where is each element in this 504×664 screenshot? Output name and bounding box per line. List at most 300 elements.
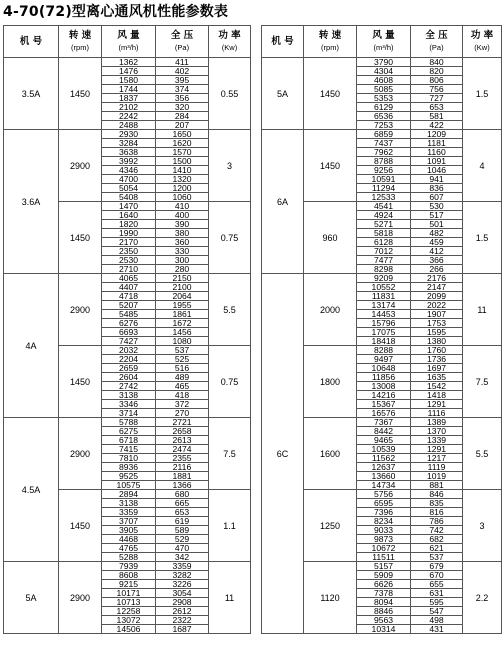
speed-cell: 2900: [59, 562, 102, 634]
table-row: [262, 130, 502, 139]
pressure-cell: 1456: [156, 328, 209, 337]
flow-cell: 7396: [357, 508, 411, 517]
flow-cell: 6595: [357, 499, 411, 508]
power-header: 功 率 (Kw): [209, 26, 251, 58]
flow-cell: 3138: [102, 391, 156, 400]
pressure-cell: 727: [411, 94, 463, 103]
flow-cell: 9215: [102, 580, 156, 589]
speed-cell: 1800: [304, 346, 357, 418]
flow-cell: 10314: [357, 625, 411, 634]
table-body: [4, 58, 251, 634]
pressure-cell: 284: [156, 112, 209, 121]
pressure-cell: 1046: [411, 166, 463, 175]
flow-cell: 2930: [102, 130, 156, 139]
flow-cell: 6859: [357, 130, 411, 139]
pressure-cell: 1907: [411, 310, 463, 319]
flow-cell: 3138: [102, 499, 156, 508]
pressure-cell: 1116: [411, 409, 463, 418]
flow-cell: 2204: [102, 355, 156, 364]
power-cell: 3: [209, 130, 251, 202]
power-cell: 0.55: [209, 58, 251, 130]
flow-cell: 1744: [102, 85, 156, 94]
flow-cell: 9256: [357, 166, 411, 175]
flow-cell: 10575: [102, 481, 156, 490]
flow-cell: 11562: [357, 454, 411, 463]
flow-cell: 2710: [102, 265, 156, 274]
pressure-cell: 679: [411, 562, 463, 571]
pressure-cell: 266: [411, 265, 463, 274]
pressure-cell: 1418: [411, 391, 463, 400]
pressure-cell: 530: [411, 202, 463, 211]
pressure-cell: 1320: [156, 175, 209, 184]
pressure-cell: 356: [156, 94, 209, 103]
flow-cell: 9465: [357, 436, 411, 445]
flow-cell: 1990: [102, 229, 156, 238]
flow-cell: 3790: [357, 58, 411, 67]
flow-cell: 5271: [357, 220, 411, 229]
pressure-cell: 482: [411, 229, 463, 238]
pressure-cell: 653: [411, 103, 463, 112]
table-row: [4, 274, 251, 283]
flow-cell: 6718: [102, 436, 156, 445]
pressure-cell: 412: [411, 247, 463, 256]
speed-cell: 960: [304, 202, 357, 274]
flow-cell: 4065: [102, 274, 156, 283]
pressure-cell: 1217: [411, 454, 463, 463]
pressure-cell: 1366: [156, 481, 209, 490]
flow-cell: 7367: [357, 418, 411, 427]
flow-cell: 1476: [102, 67, 156, 76]
pressure-cell: 1542: [411, 382, 463, 391]
pressure-cell: 470: [156, 544, 209, 553]
pressure-cell: 1200: [156, 184, 209, 193]
pressure-cell: 581: [411, 112, 463, 121]
flow-cell: 5353: [357, 94, 411, 103]
flow-cell: 2102: [102, 103, 156, 112]
pressure-cell: 410: [156, 202, 209, 211]
flow-cell: 9033: [357, 526, 411, 535]
pressure-cell: 1861: [156, 310, 209, 319]
pressure-cell: 1687: [156, 625, 209, 634]
pressure-cell: 529: [156, 535, 209, 544]
flow-cell: 4304: [357, 67, 411, 76]
flow-cell: 4468: [102, 535, 156, 544]
pressure-cell: 2908: [156, 598, 209, 607]
flow-cell: 2742: [102, 382, 156, 391]
pressure-cell: 465: [156, 382, 209, 391]
pressure-cell: 835: [411, 499, 463, 508]
page-title: 4-70(72)型离心通风机性能参数表: [3, 4, 229, 20]
pressure-cell: 1160: [411, 148, 463, 157]
pressure-cell: 1209: [411, 130, 463, 139]
pressure-cell: 619: [156, 517, 209, 526]
pressure-cell: 2176: [411, 274, 463, 283]
model-cell: 5A: [4, 562, 59, 634]
flow-cell: 10672: [357, 544, 411, 553]
pressure-cell: 881: [411, 481, 463, 490]
flow-cell: 8936: [102, 463, 156, 472]
flow-cell: 5788: [102, 418, 156, 427]
pressure-cell: 2147: [411, 283, 463, 292]
pressure-cell: 786: [411, 517, 463, 526]
speed-cell: 1450: [59, 490, 102, 562]
pressure-cell: 537: [411, 553, 463, 562]
flow-cell: 2894: [102, 490, 156, 499]
flow-cell: 12533: [357, 193, 411, 202]
pressure-cell: 1080: [156, 337, 209, 346]
speed-header: 转 速 (rpm): [304, 26, 357, 58]
flow-cell: 12258: [102, 607, 156, 616]
model-cell: 5A: [262, 58, 304, 130]
pressure-cell: 280: [156, 265, 209, 274]
flow-cell: 7810: [102, 454, 156, 463]
fan-table-right: [261, 25, 502, 634]
flow-cell: 4765: [102, 544, 156, 553]
flow-cell: 13660: [357, 472, 411, 481]
pressure-cell: 2064: [156, 292, 209, 301]
flow-cell: 4541: [357, 202, 411, 211]
flow-cell: 7415: [102, 445, 156, 454]
flow-cell: 2170: [102, 238, 156, 247]
pressure-cell: 2022: [411, 301, 463, 310]
flow-cell: 11294: [357, 184, 411, 193]
flow-cell: 5207: [102, 301, 156, 310]
pressure-cell: 840: [411, 58, 463, 67]
flow-cell: 11831: [357, 292, 411, 301]
flow-cell: 13072: [102, 616, 156, 625]
flow-cell: 10171: [102, 589, 156, 598]
flow-cell: 6626: [357, 580, 411, 589]
table-row: [4, 418, 251, 427]
pressure-cell: 1753: [411, 319, 463, 328]
pressure-cell: 2116: [156, 463, 209, 472]
flow-cell: 2350: [102, 247, 156, 256]
flow-cell: 17075: [357, 328, 411, 337]
speed-cell: 2000: [304, 274, 357, 346]
flow-cell: 8094: [357, 598, 411, 607]
speed-cell: 1450: [59, 58, 102, 130]
flow-cell: 8608: [102, 571, 156, 580]
pressure-cell: 360: [156, 238, 209, 247]
flow-cell: 4700: [102, 175, 156, 184]
speed-cell: 1120: [304, 562, 357, 634]
pressure-cell: 459: [411, 238, 463, 247]
flow-cell: 4346: [102, 166, 156, 175]
pressure-cell: 1019: [411, 472, 463, 481]
flow-cell: 1837: [102, 94, 156, 103]
flow-cell: 1820: [102, 220, 156, 229]
pressure-cell: 1060: [156, 193, 209, 202]
flow-cell: 5818: [357, 229, 411, 238]
flow-cell: 14506: [102, 625, 156, 634]
pressure-header: 全 压 (Pa): [156, 26, 209, 58]
pressure-cell: 1635: [411, 373, 463, 382]
pressure-cell: 2150: [156, 274, 209, 283]
speed-cell: 2900: [59, 418, 102, 490]
flow-cell: 2604: [102, 373, 156, 382]
pressure-cell: 941: [411, 175, 463, 184]
pressure-cell: 342: [156, 553, 209, 562]
flow-cell: 3714: [102, 409, 156, 418]
flow-cell: 8788: [357, 157, 411, 166]
flow-cell: 10591: [357, 175, 411, 184]
flow-cell: 8846: [357, 607, 411, 616]
pressure-cell: 2355: [156, 454, 209, 463]
model-header: 机 号: [4, 26, 59, 58]
flow-cell: 1362: [102, 58, 156, 67]
power-cell: 1.5: [463, 58, 502, 130]
pressure-cell: 2100: [156, 283, 209, 292]
flow-cell: 14453: [357, 310, 411, 319]
flow-cell: 8234: [357, 517, 411, 526]
pressure-cell: 836: [411, 184, 463, 193]
flow-cell: 6275: [102, 427, 156, 436]
power-cell: 0.75: [209, 202, 251, 274]
model-header: 机 号: [262, 26, 304, 58]
model-cell: 3.5A: [4, 58, 59, 130]
pressure-cell: 374: [156, 85, 209, 94]
table-row: [4, 562, 251, 571]
power-cell: 2.2: [463, 562, 502, 634]
flow-cell: 7378: [357, 589, 411, 598]
power-cell: 7.5: [463, 346, 502, 418]
table-row: [4, 130, 251, 139]
pressure-cell: 207: [156, 121, 209, 130]
speed-cell: 1600: [304, 418, 357, 490]
pressure-cell: 525: [156, 355, 209, 364]
flow-cell: 10648: [357, 364, 411, 373]
model-cell: 3.6A: [4, 130, 59, 274]
pressure-cell: 1955: [156, 301, 209, 310]
pressure-cell: 806: [411, 76, 463, 85]
pressure-cell: 607: [411, 193, 463, 202]
flow-cell: 4608: [357, 76, 411, 85]
pressure-cell: 1119: [411, 463, 463, 472]
speed-cell: 1250: [304, 490, 357, 562]
flow-cell: 14216: [357, 391, 411, 400]
speed-cell: 2900: [59, 274, 102, 346]
pressure-cell: 400: [156, 211, 209, 220]
pressure-cell: 300: [156, 256, 209, 265]
flow-cell: 3346: [102, 400, 156, 409]
pressure-cell: 631: [411, 589, 463, 598]
pressure-cell: 1389: [411, 418, 463, 427]
pressure-cell: 670: [411, 571, 463, 580]
pressure-cell: 1672: [156, 319, 209, 328]
model-cell: 6C: [262, 274, 304, 634]
flow-cell: 10713: [102, 598, 156, 607]
pressure-cell: 1181: [411, 139, 463, 148]
flow-header: 风 量 (m³/h): [357, 26, 411, 58]
pressure-cell: 3282: [156, 571, 209, 580]
speed-cell: 1450: [59, 346, 102, 418]
pressure-cell: 411: [156, 58, 209, 67]
flow-cell: 2032: [102, 346, 156, 355]
pressure-cell: 516: [156, 364, 209, 373]
flow-cell: 11511: [357, 553, 411, 562]
power-cell: 1.5: [463, 202, 502, 274]
flow-cell: 9525: [102, 472, 156, 481]
model-cell: 4.5A: [4, 418, 59, 562]
power-cell: 0.75: [209, 346, 251, 418]
pressure-cell: 742: [411, 526, 463, 535]
flow-cell: 3707: [102, 517, 156, 526]
pressure-cell: 653: [156, 508, 209, 517]
table-row: [262, 274, 502, 283]
speed-header: 转 速 (rpm): [59, 26, 102, 58]
table-row: [262, 58, 502, 67]
pressure-cell: 2322: [156, 616, 209, 625]
speed-cell: 1450: [59, 202, 102, 274]
power-cell: 1.1: [209, 490, 251, 562]
power-cell: 4: [463, 130, 502, 202]
pressure-cell: 1339: [411, 436, 463, 445]
flow-cell: 8442: [357, 427, 411, 436]
flow-cell: 9497: [357, 355, 411, 364]
flow-cell: 5485: [102, 310, 156, 319]
pressure-cell: 1291: [411, 445, 463, 454]
pressure-cell: 2474: [156, 445, 209, 454]
model-cell: 4A: [4, 274, 59, 418]
pressure-cell: 1736: [411, 355, 463, 364]
flow-cell: 3992: [102, 157, 156, 166]
flow-cell: 15796: [357, 319, 411, 328]
flow-cell: 7012: [357, 247, 411, 256]
flow-cell: 6129: [357, 103, 411, 112]
pressure-cell: 820: [411, 67, 463, 76]
power-cell: 7.5: [209, 418, 251, 490]
flow-cell: 7962: [357, 148, 411, 157]
flow-cell: 4718: [102, 292, 156, 301]
pressure-cell: 501: [411, 220, 463, 229]
flow-cell: 4924: [357, 211, 411, 220]
flow-cell: 7253: [357, 121, 411, 130]
pressure-cell: 2658: [156, 427, 209, 436]
flow-cell: 1640: [102, 211, 156, 220]
pressure-cell: 846: [411, 490, 463, 499]
fan-table-left: [3, 25, 251, 634]
pressure-cell: 2612: [156, 607, 209, 616]
pressure-cell: 330: [156, 247, 209, 256]
pressure-cell: 680: [156, 490, 209, 499]
flow-cell: 7939: [102, 562, 156, 571]
flow-cell: 4407: [102, 283, 156, 292]
pressure-cell: 589: [156, 526, 209, 535]
pressure-cell: 2099: [411, 292, 463, 301]
flow-cell: 3284: [102, 139, 156, 148]
pressure-cell: 595: [411, 598, 463, 607]
pressure-cell: 390: [156, 220, 209, 229]
flow-cell: 5909: [357, 571, 411, 580]
flow-cell: 5288: [102, 553, 156, 562]
flow-cell: 18418: [357, 337, 411, 346]
flow-cell: 6128: [357, 238, 411, 247]
flow-cell: 5408: [102, 193, 156, 202]
pressure-cell: 1620: [156, 139, 209, 148]
pressure-cell: 665: [156, 499, 209, 508]
flow-cell: 5157: [357, 562, 411, 571]
flow-cell: 9209: [357, 274, 411, 283]
pressure-cell: 402: [156, 67, 209, 76]
pressure-cell: 1091: [411, 157, 463, 166]
pressure-cell: 372: [156, 400, 209, 409]
flow-cell: 15367: [357, 400, 411, 409]
flow-cell: 6536: [357, 112, 411, 121]
model-cell: 6A: [262, 130, 304, 274]
pressure-cell: 655: [411, 580, 463, 589]
pressure-cell: 3226: [156, 580, 209, 589]
flow-cell: 3638: [102, 148, 156, 157]
pressure-cell: 1697: [411, 364, 463, 373]
flow-cell: 16576: [357, 409, 411, 418]
flow-cell: 10552: [357, 283, 411, 292]
speed-cell: 1450: [304, 58, 357, 130]
flow-cell: 5085: [357, 85, 411, 94]
flow-cell: 3905: [102, 526, 156, 535]
pressure-cell: 1380: [411, 337, 463, 346]
pressure-cell: 2721: [156, 418, 209, 427]
pressure-cell: 816: [411, 508, 463, 517]
pressure-cell: 1291: [411, 400, 463, 409]
pressure-cell: 418: [156, 391, 209, 400]
power-cell: 11: [463, 274, 502, 346]
flow-cell: 11856: [357, 373, 411, 382]
flow-cell: 7437: [357, 139, 411, 148]
pressure-cell: 1760: [411, 346, 463, 355]
power-header: 功 率 (Kw): [463, 26, 502, 58]
pressure-cell: 431: [411, 625, 463, 634]
flow-cell: 9873: [357, 535, 411, 544]
flow-cell: 1580: [102, 76, 156, 85]
flow-cell: 8288: [357, 346, 411, 355]
pressure-cell: 366: [411, 256, 463, 265]
table-row: [4, 58, 251, 67]
pressure-cell: 422: [411, 121, 463, 130]
flow-cell: 6276: [102, 319, 156, 328]
flow-cell: 3359: [102, 508, 156, 517]
pressure-cell: 498: [411, 616, 463, 625]
pressure-cell: 1500: [156, 157, 209, 166]
pressure-cell: 1570: [156, 148, 209, 157]
pressure-cell: 1410: [156, 166, 209, 175]
pressure-cell: 3054: [156, 589, 209, 598]
flow-cell: 10539: [357, 445, 411, 454]
flow-cell: 2530: [102, 256, 156, 265]
pressure-cell: 517: [411, 211, 463, 220]
pressure-cell: 1595: [411, 328, 463, 337]
flow-cell: 14734: [357, 481, 411, 490]
pressure-cell: 537: [156, 346, 209, 355]
flow-cell: 1470: [102, 202, 156, 211]
pressure-cell: 270: [156, 409, 209, 418]
flow-cell: 13008: [357, 382, 411, 391]
power-cell: 5.5: [463, 418, 502, 490]
flow-cell: 2659: [102, 364, 156, 373]
pressure-header: 全 压 (Pa): [411, 26, 463, 58]
pressure-cell: 1650: [156, 130, 209, 139]
flow-header: 风 量 (m³/h): [102, 26, 156, 58]
header-row: [4, 26, 251, 58]
flow-cell: 8298: [357, 265, 411, 274]
pressure-cell: 489: [156, 373, 209, 382]
pressure-cell: 2613: [156, 436, 209, 445]
power-cell: 5.5: [209, 274, 251, 346]
flow-cell: 5054: [102, 184, 156, 193]
flow-cell: 13174: [357, 301, 411, 310]
power-cell: 11: [209, 562, 251, 634]
pressure-cell: 395: [156, 76, 209, 85]
speed-cell: 2900: [59, 130, 102, 202]
